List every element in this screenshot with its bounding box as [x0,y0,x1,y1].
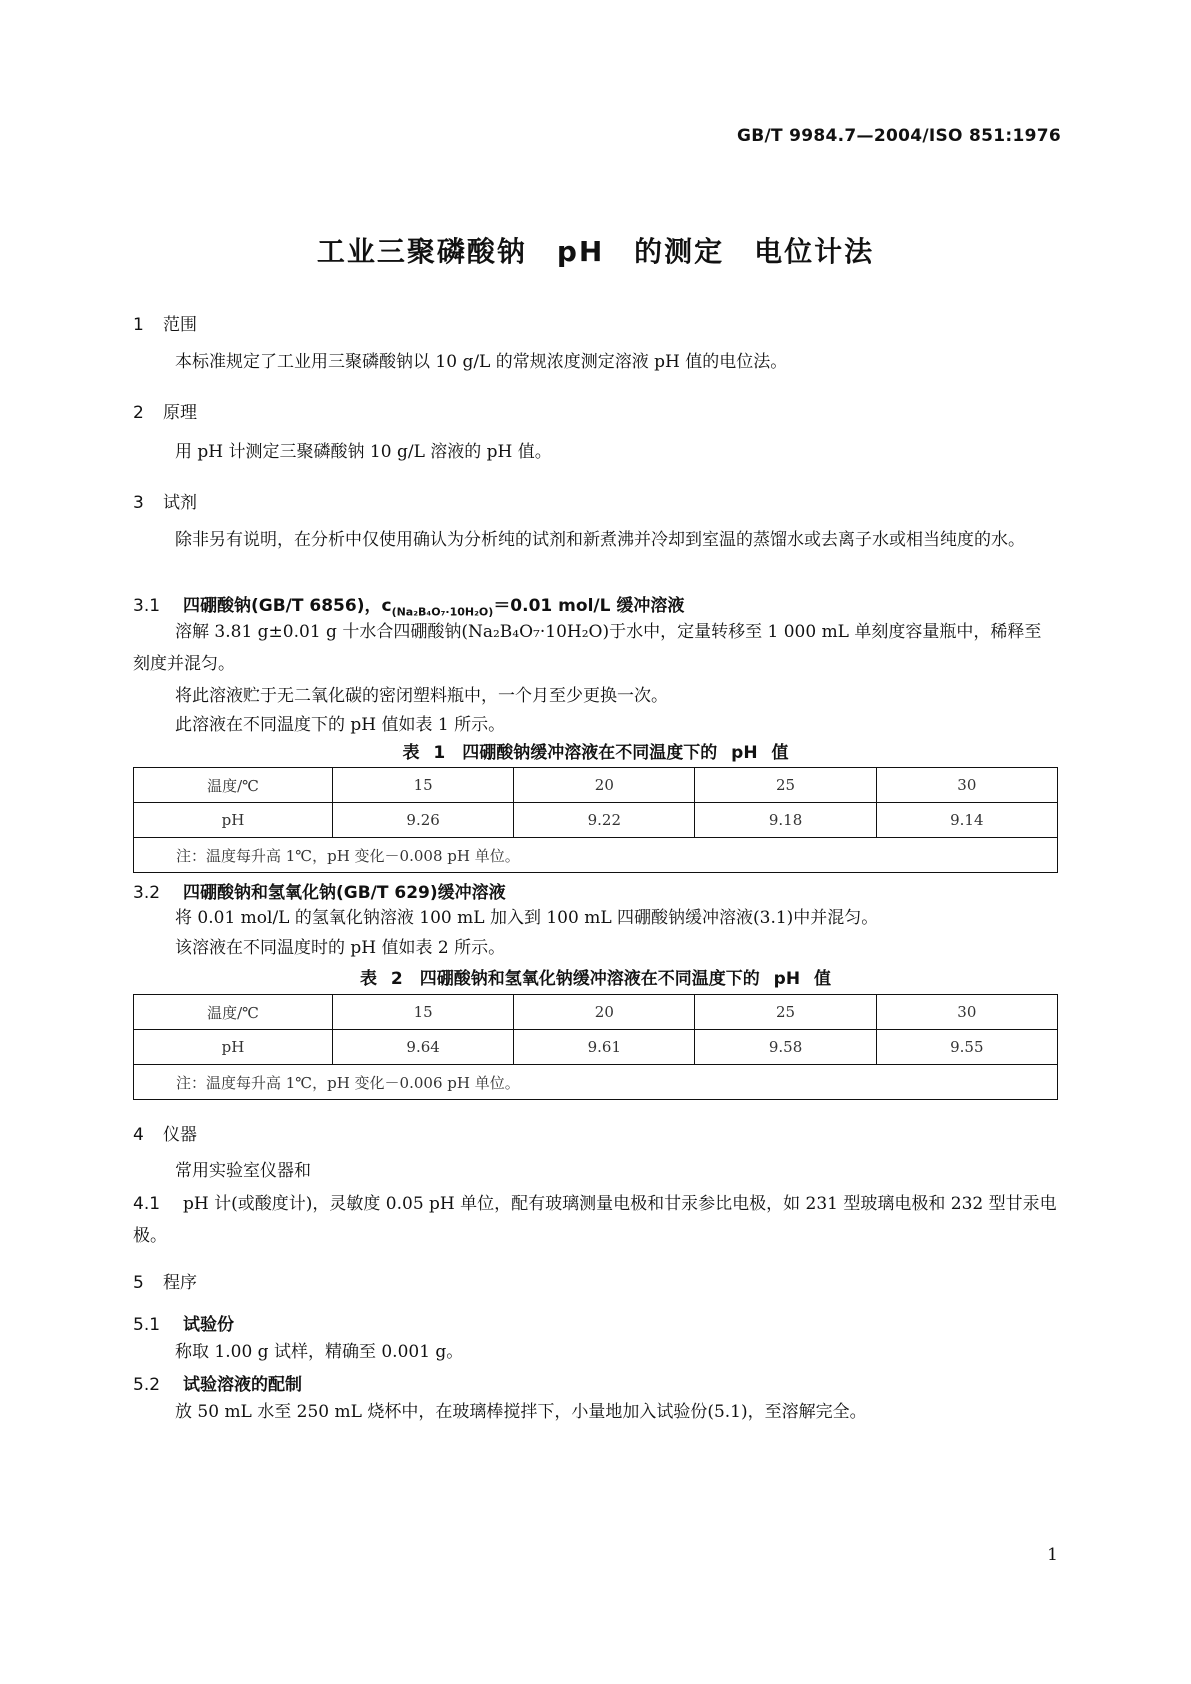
subsection-title: 试验份 [183,1315,234,1335]
table-1-caption: 表 1 四硼酸钠缓冲溶液在不同温度下的 pH 值 [402,743,789,763]
heading-pre: 四硼酸钠(GB/T 6856)，c [183,596,392,616]
subsection-number: 3.1 [133,596,161,616]
section-number: 5 [133,1273,144,1293]
subsection-3-1-para-3: 此溶液在不同温度下的 pH 值如表 1 所示。 [175,715,506,735]
table-cell: 9.26 [333,803,514,838]
section-3-text: 除非另有说明，在分析中仅使用确认为分析纯的试剂和新煮沸并冷却到室温的蒸馏水或去离子水或相当纯度的水。 [175,530,1025,550]
subsection-number: 5.1 [133,1315,161,1335]
section-4-heading [133,1120,197,1145]
section-number: 3 [133,493,144,513]
table-cell: 温度/℃ [134,995,333,1030]
table-cell: 15 [333,768,514,803]
table-cell: 9.22 [514,803,695,838]
table-cell: 20 [514,768,695,803]
table-note-row [134,838,1058,873]
subsection-5-1-heading [133,1310,234,1335]
table-2 [133,994,1058,1100]
subsection-3-1-para-2: 将此溶液贮于无二氧化碳的密闭塑料瓶中，一个月至少更换一次。 [175,686,668,706]
table-cell: 20 [514,995,695,1030]
table-cell: 30 [876,768,1057,803]
page-title: 工业三聚磷酸钠 pH 的测定 电位计法 [316,235,875,268]
section-title: 原理 [163,403,197,423]
section-1-heading [133,310,197,335]
section-4-text: 常用实验室仪器和 [175,1161,311,1181]
subsection-3-2-para-2: 该溶液在不同温度时的 pH 值如表 2 所示。 [175,938,506,958]
table-cell: 25 [695,995,876,1030]
table-cell: 30 [876,995,1057,1030]
subsection-5-2-heading [133,1370,302,1395]
table-row [134,1030,1058,1065]
section-3-heading [133,488,197,513]
subsection-5-2-text: 放 50 mL 水至 250 mL 烧杯中，在玻璃棒搅拌下，小量地加入试验份(5.1)，至溶解完全。 [175,1402,867,1422]
subsection-number: 4.1 [133,1194,161,1214]
heading-subscript: (Na₂B₄O₇·10H₂O) [391,605,494,619]
section-number: 4 [133,1125,144,1145]
heading-post: ＝0.01 mol/L 缓冲溶液 [493,596,685,616]
table-cell: 9.64 [333,1030,514,1065]
table-cell: 9.61 [514,1030,695,1065]
table-cell: pH [134,803,333,838]
table-cell: 9.14 [876,803,1057,838]
subsection-4-1 [133,1188,1058,1252]
subsection-3-1-para-1: 溶解 3.81 g±0.01 g 十水合四硼酸钠(Na₂B₄O₇·10H₂O)于水中，定量转移至 1 000 mL 单刻度容量瓶中，稀释至刻度并混匀。 [133,622,1042,674]
section-2-text: 用 pH 计测定三聚磷酸钠 10 g/L 溶液的 pH 值。 [175,442,552,462]
section-title: 仪器 [163,1125,197,1145]
table-row [134,768,1058,803]
section-number: 2 [133,403,144,423]
section-title: 范围 [163,315,197,335]
section-1-text: 本标准规定了工业用三聚磷酸钠以 10 g/L 的常规浓度测定溶液 pH 值的电位法。 [175,352,788,372]
table-note: 注：温度每升高 1℃，pH 变化－0.008 pH 单位。 [134,838,1058,873]
subsection-text: pH 计(或酸度计)，灵敏度 0.05 pH 单位，配有玻璃测量电极和甘汞参比电极，如 231 型玻璃电极和 232 型甘汞电极。 [133,1194,1057,1246]
table-cell: 15 [333,995,514,1030]
section-5-heading [133,1268,197,1293]
subsection-number: 5.2 [133,1375,161,1395]
table-row [134,803,1058,838]
subsection-number: 3.2 [133,883,161,903]
table-note-row [134,1065,1058,1100]
table-row [134,995,1058,1030]
subsection-3-1-heading [133,591,684,618]
table-1 [133,767,1058,873]
table-2-caption: 表 2 四硼酸钠和氢氧化钠缓冲溶液在不同温度下的 pH 值 [360,969,831,989]
subsection-title: 四硼酸钠和氢氧化钠(GB/T 629)缓冲溶液 [183,883,506,903]
subsection-3-2-heading [133,878,506,903]
table-note: 注：温度每升高 1℃，pH 变化－0.006 pH 单位。 [134,1065,1058,1100]
section-2-heading [133,398,197,423]
page-number: 1 [1047,1545,1058,1565]
table-cell: 温度/℃ [134,768,333,803]
table-cell: 9.55 [876,1030,1057,1065]
table-cell: 25 [695,768,876,803]
section-title: 程序 [163,1273,197,1293]
section-number: 1 [133,315,144,335]
table-cell: pH [134,1030,333,1065]
subsection-3-2-para-1: 将 0.01 mol/L 的氢氧化钠溶液 100 mL 加入到 100 mL 四硼酸钠缓冲溶液(3.1)中并混匀。 [175,908,879,928]
section-title: 试剂 [163,493,197,513]
subsection-title: 试验溶液的配制 [183,1375,302,1395]
table-cell: 9.58 [695,1030,876,1065]
subsection-5-1-text: 称取 1.00 g 试样，精确至 0.001 g。 [175,1342,464,1362]
table-cell: 9.18 [695,803,876,838]
standard-number: GB/T 9984.7—2004/ISO 851:1976 [737,126,1061,146]
